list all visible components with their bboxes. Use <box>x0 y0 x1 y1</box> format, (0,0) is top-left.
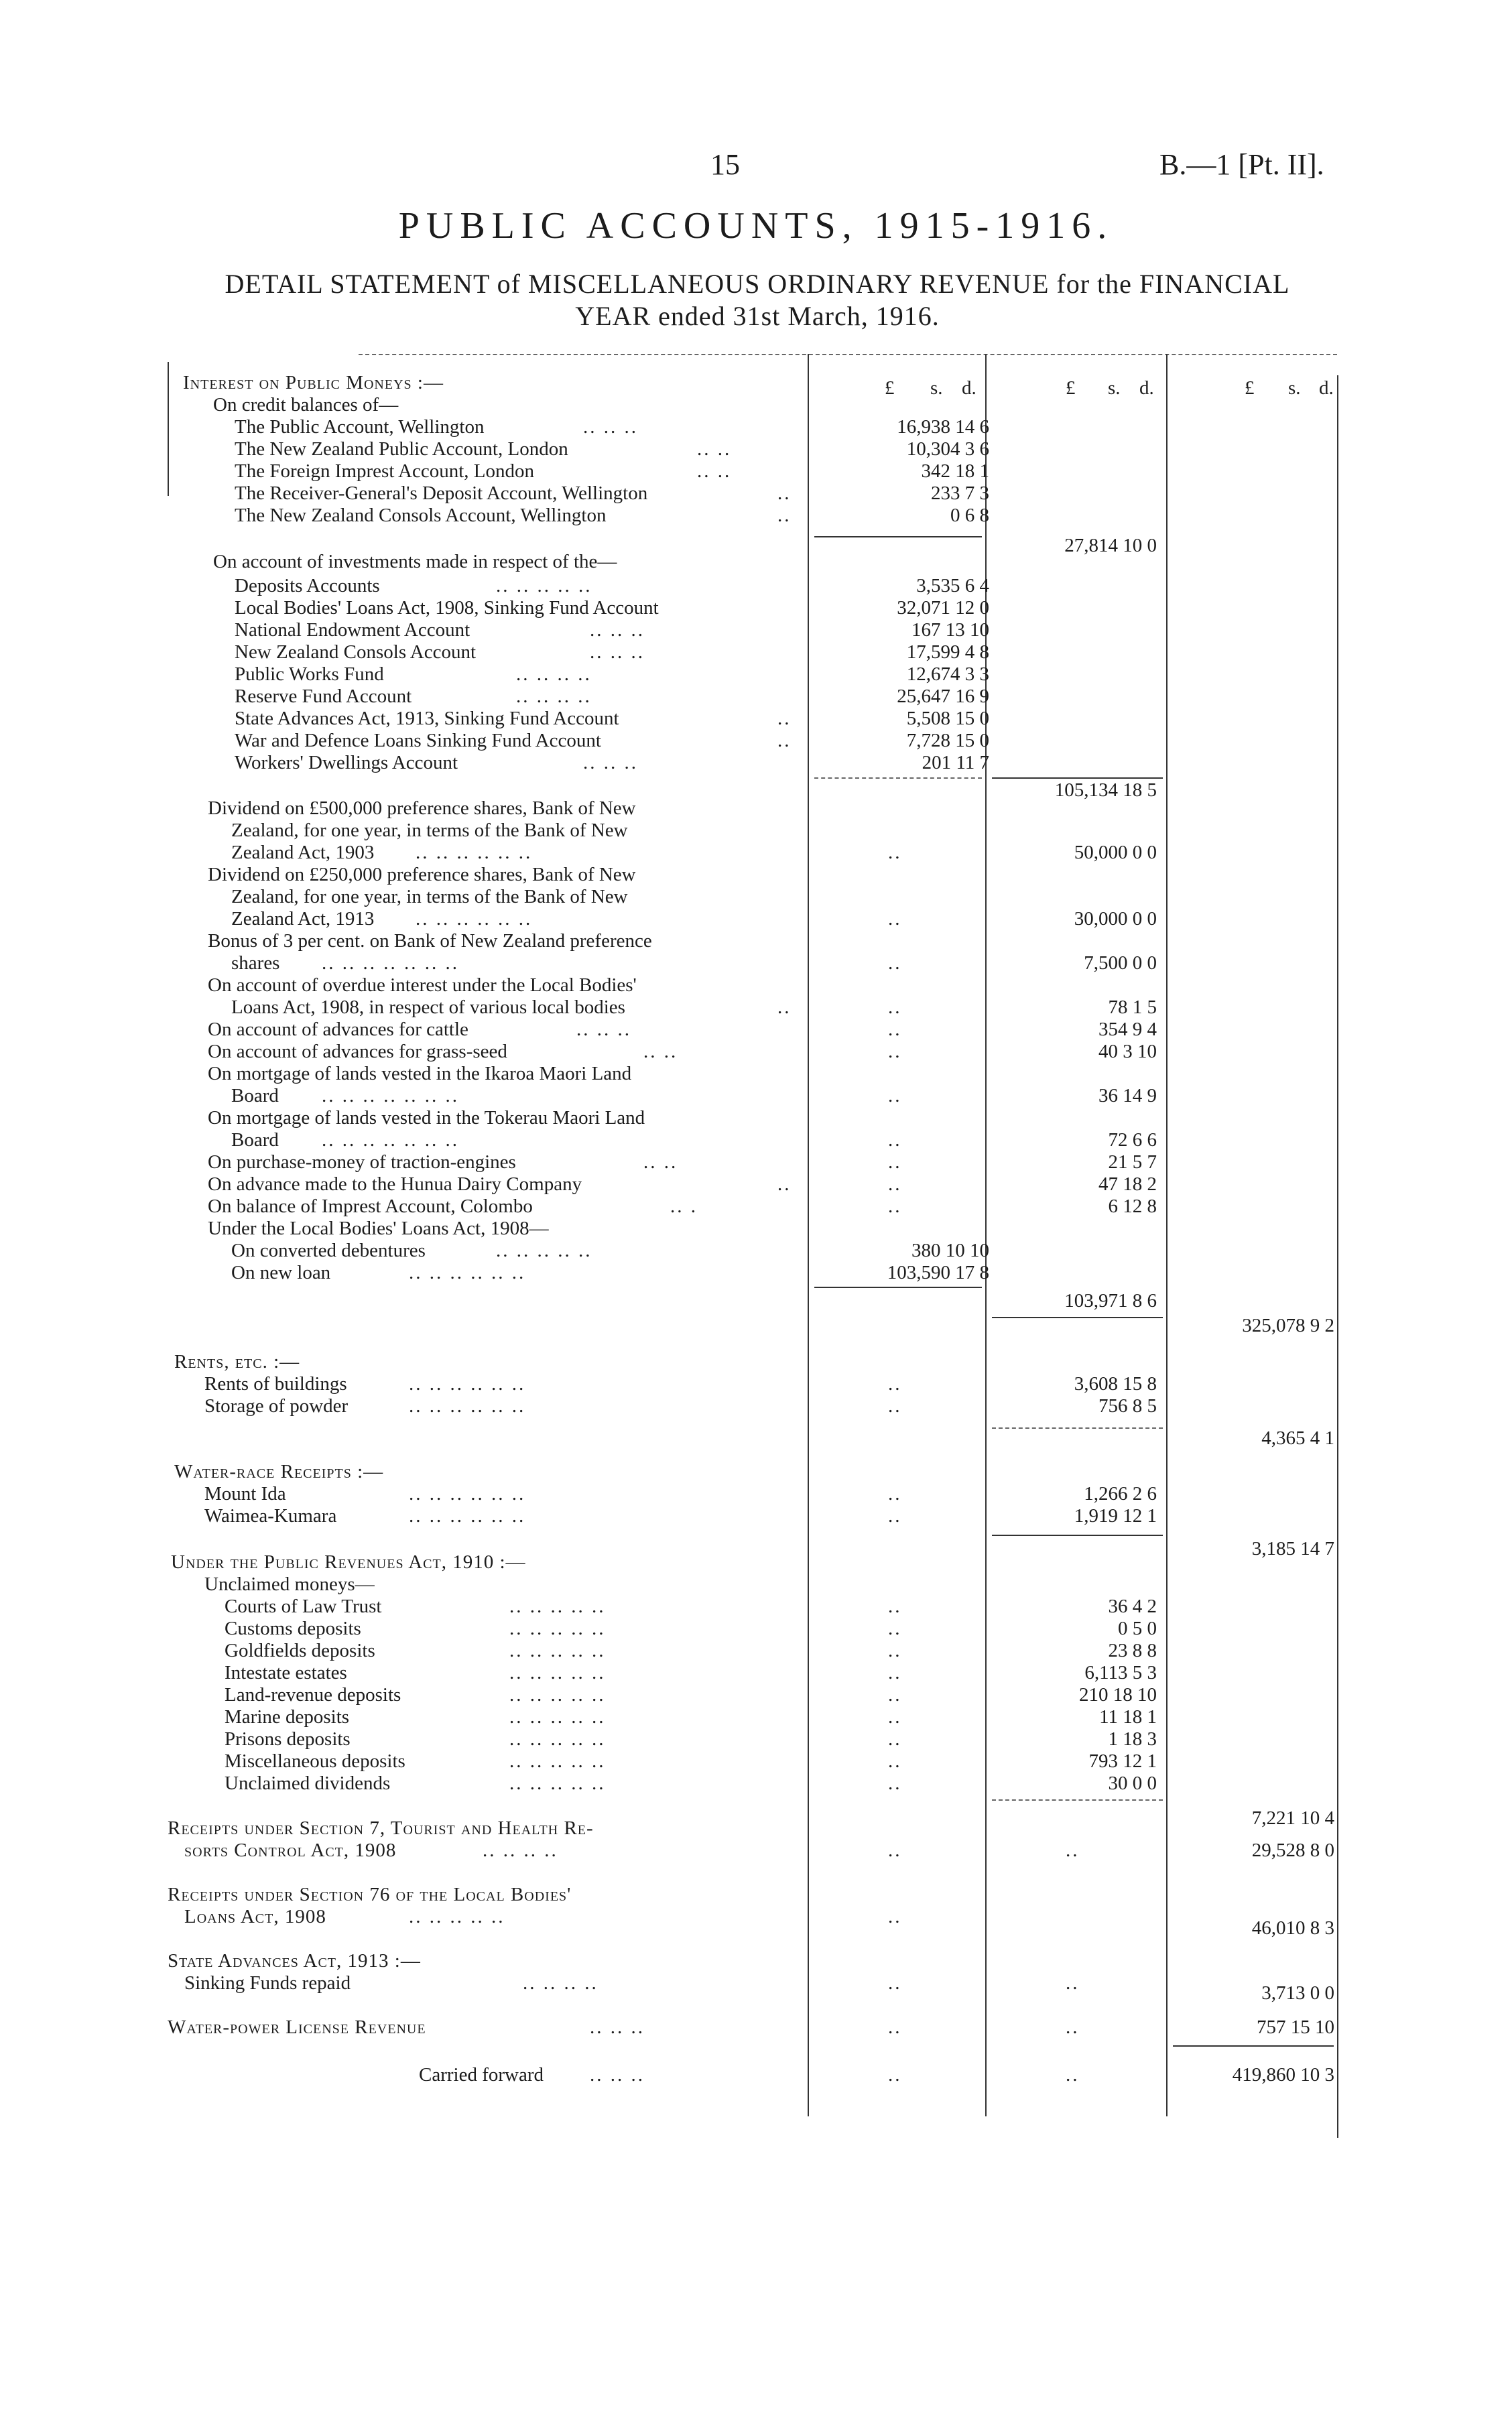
section-heading-row <box>0 1551 1512 1574</box>
row-label: National Endowment Account <box>235 619 470 641</box>
carried-forward-rule <box>1173 2045 1334 2047</box>
water-race-heading: Water-race Receipts :— <box>174 1461 384 1482</box>
water-power-amount: 757 15 10 <box>1257 2017 1334 2038</box>
table-row: Rents of buildings .. .. .. .. .. .. .. 3,608 15 8 <box>204 1373 1157 1395</box>
row-amount: 342 18 1 <box>921 460 989 482</box>
hunua-label: On advance made to the Hunua Dairy Company <box>208 1173 582 1195</box>
table-row: On purchase-money of traction-engines .. .. .. 21 5 7 <box>208 1151 1157 1173</box>
row-amount: 32,071 12 0 <box>897 597 989 619</box>
subtotal-row <box>0 1290 1512 1312</box>
row-amount: 36 4 2 <box>1108 1596 1157 1617</box>
table-row: Mount Ida .. .. .. .. .. .. .. 1,266 2 6 <box>204 1483 1157 1505</box>
table-row <box>0 930 1512 952</box>
cattle-label: On account of advances for cattle <box>208 1019 468 1040</box>
table-row: Public Works Fund .. .. .. .. 12,674 3 3 <box>235 663 989 685</box>
row-label: The New Zealand Public Account, London <box>235 438 568 460</box>
row-label: Marine deposits <box>225 1706 350 1728</box>
table-row: War and Defence Loans Sinking Fund Account .. 7,728 15 0 <box>235 730 989 751</box>
bonus-line1: Bonus of 3 per cent. on Bank of New Zealand preference <box>208 930 652 952</box>
row-amount: 233 7 3 <box>931 483 989 504</box>
row-label: Public Works Fund <box>235 663 384 685</box>
table-row <box>0 820 1512 842</box>
table-row: On balance of Imprest Account, Colombo .. . .. 6 12 8 <box>208 1196 1157 1217</box>
waimea-label: Waimea-Kumara <box>204 1505 337 1527</box>
col2-pound-header: £ <box>1066 377 1076 399</box>
total-row <box>0 1427 1512 1450</box>
powder-label: Storage of powder <box>204 1395 349 1417</box>
subheading-row <box>0 1574 1512 1596</box>
table-row: Marine deposits .. .. .. .. .. .. 11 18 1 <box>225 1706 1157 1728</box>
local-bodies-amount: 46,010 8 3 <box>1251 1917 1334 1939</box>
row-amount: 30 0 0 <box>1108 1773 1157 1794</box>
ida-amount: 1,266 2 6 <box>1084 1483 1157 1505</box>
tokerau-line1: On mortgage of lands vested in the Tokerau Maori Land <box>208 1107 645 1129</box>
document-reference: B.—1 [Pt. II]. <box>1159 148 1324 181</box>
water-power-label: Water-power License Revenue <box>168 2017 426 2038</box>
page-number: 15 <box>710 148 740 181</box>
local-bodies-line1: Receipts under Section 76 of the Local Bodies' <box>168 1884 572 1905</box>
subheading-row <box>0 551 1512 573</box>
cattle-amount: 354 9 4 <box>1098 1019 1157 1040</box>
table-row <box>0 974 1512 997</box>
newloan-amount: 103,590 17 8 <box>887 1262 989 1283</box>
row-amount: 1 18 3 <box>1108 1728 1157 1750</box>
hunua-amount: 47 18 2 <box>1098 1173 1157 1195</box>
investments-total: 105,134 18 5 <box>1054 779 1157 801</box>
dividend2-line1: Dividend on £250,000 preference shares, Bank of New <box>208 864 636 885</box>
interest-heading: Interest on Public Moneys :— <box>183 372 444 393</box>
row-label: New Zealand Consols Account <box>235 641 477 663</box>
table-row: Miscellaneous deposits .. .. .. .. .. .. 793 12 1 <box>225 1750 1157 1772</box>
tourist-line1: Receipts under Section 7, Tourist and Health Re- <box>168 1817 594 1839</box>
subtotal-rule-col2 <box>992 777 1163 779</box>
traction-label: On purchase-money of traction-engines <box>208 1151 516 1173</box>
page-subtitle <box>154 268 1361 332</box>
subtitle-line-1: DETAIL STATEMENT of MISCELLANEOUS ORDINARY REVENUE for the FINANCIAL <box>225 269 1290 299</box>
overdue-line2: Loans Act, 1908, in respect of various local bodies <box>231 997 625 1018</box>
table-row: Sinking Funds repaid .. .. .. .. .. .. 3,713 0 0 <box>184 1972 1334 2004</box>
dividend1-line2: Zealand, for one year, in terms of the Bank of New <box>231 820 628 841</box>
row-label: Courts of Law Trust <box>225 1596 382 1617</box>
row-label: Goldfields deposits <box>225 1640 375 1661</box>
tokerau-line2: Board <box>231 1129 279 1151</box>
table-row: The Foreign Imprest Account, London .. .. 342 18 1 <box>235 460 989 482</box>
dividend2-line2: Zealand, for one year, in terms of the Bank of New <box>231 886 628 907</box>
table-row <box>0 1107 1512 1129</box>
table-row: The Receiver-General's Deposit Account, Wellington .. 233 7 3 <box>235 483 989 504</box>
row-label: The New Zealand Consols Account, Wellington <box>235 505 607 526</box>
table-row: State Advances Act, 1913, Sinking Fund Account .. 5,508 15 0 <box>235 708 989 729</box>
total-row <box>0 1315 1512 1337</box>
section-heading-row <box>0 372 1512 394</box>
table-row: Deposits Accounts .. .. .. .. .. 3,535 6 4 <box>235 575 989 596</box>
lbla-total: 103,971 8 6 <box>1064 1290 1157 1312</box>
subtotal-rule-col1 <box>814 1287 982 1288</box>
row-label: State Advances Act, 1913, Sinking Fund Account <box>235 708 619 729</box>
table-row: Customs deposits .. .. .. .. .. .. 0 5 0 <box>225 1618 1157 1639</box>
powder-amount: 756 8 5 <box>1098 1395 1157 1417</box>
ikaroa-amount: 36 14 9 <box>1098 1085 1157 1106</box>
bonus-amount: 7,500 0 0 <box>1084 952 1157 974</box>
page-title: PUBLIC ACCOUNTS, 1915-1916. <box>398 205 1114 247</box>
subtitle-line-2: YEAR ended 31st March, 1916. <box>575 301 940 331</box>
table-row: shares .. .. .. .. .. .. .. .. 7,500 0 0 <box>231 952 1157 974</box>
section-heading-row <box>0 1351 1512 1373</box>
row-label: Customs deposits <box>225 1618 361 1639</box>
table-row: Waimea-Kumara .. .. .. .. .. .. .. 1,919 12 1 <box>204 1505 1157 1527</box>
row-amount: 5,508 15 0 <box>906 708 989 729</box>
row-amount: 12,674 3 3 <box>906 663 989 685</box>
table-row: Prisons deposits .. .. .. .. .. .. 1 18 3 <box>225 1728 1157 1750</box>
credit-total: 27,814 10 0 <box>1064 535 1157 556</box>
buildings-amount: 3,608 15 8 <box>1074 1373 1157 1395</box>
waimea-amount: 1,919 12 1 <box>1074 1505 1157 1527</box>
row-amount: 25,647 16 9 <box>897 686 989 707</box>
revenues-act-heading: Under the Public Revenues Act, 1910 :— <box>171 1551 526 1573</box>
row-amount: 7,728 15 0 <box>906 730 989 751</box>
row-amount: 16,938 14 6 <box>897 416 989 438</box>
row-label: Land-revenue deposits <box>225 1684 401 1706</box>
table-row: Workers' Dwellings Account .. .. .. 201 11 7 <box>235 752 989 773</box>
row-amount: 11 18 1 <box>1099 1706 1157 1728</box>
row-label: War and Defence Loans Sinking Fund Account <box>235 730 601 751</box>
row-amount: 0 6 8 <box>950 505 989 526</box>
row-amount: 210 18 10 <box>1079 1684 1157 1706</box>
table-row: Loans Act, 1908, in respect of various local bodies .. .. 78 1 5 <box>231 997 1157 1018</box>
row-label: Prisons deposits <box>225 1728 351 1750</box>
carried-forward-row: Carried forward .. .. .. .. .. 419,860 10 3 <box>419 2064 1334 2086</box>
colombo-label: On balance of Imprest Account, Colombo <box>208 1196 533 1217</box>
subtotal-rule <box>814 777 982 779</box>
ikaroa-line1: On mortgage of lands vested in the Ikaroa Maori Land <box>208 1063 632 1084</box>
sinking-funds-label: Sinking Funds repaid <box>184 1972 351 1994</box>
subtotal-rule <box>992 1799 1163 1801</box>
water-race-total: 3,185 14 7 <box>1251 1538 1334 1559</box>
row-amount: 201 11 7 <box>922 752 989 773</box>
table-row <box>0 886 1512 908</box>
subheading-row <box>0 394 1512 416</box>
row-amount: 793 12 1 <box>1088 1750 1157 1772</box>
table-row: The New Zealand Public Account, London .. .. 10,304 3 6 <box>235 438 989 460</box>
tourist-line2: sorts Control Act, 1908 <box>184 1840 397 1861</box>
table-top-rule <box>359 354 1337 355</box>
table-row: Goldfields deposits .. .. .. .. .. .. 23 8 8 <box>225 1640 1157 1661</box>
table-row: Land-revenue deposits .. .. .. .. .. .. 210 18 10 <box>225 1684 1157 1706</box>
table-row: Board .. .. .. .. .. .. .. .. 36 14 9 <box>231 1085 1157 1106</box>
row-amount: 10,304 3 6 <box>906 438 989 460</box>
col3-shilling-header: s. <box>1288 377 1301 399</box>
row-amount: 17,599 4 8 <box>906 641 989 663</box>
col1-pence-header: d. <box>962 377 976 399</box>
table-row: On account of advances for grass-seed .. .. .. 40 3 10 <box>208 1041 1157 1062</box>
row-amount: 0 5 0 <box>1118 1618 1157 1639</box>
grass-amount: 40 3 10 <box>1098 1041 1157 1062</box>
table-row: Courts of Law Trust .. .. .. .. .. .. 36 4 2 <box>225 1596 1157 1617</box>
row-label: Miscellaneous deposits <box>225 1750 405 1772</box>
row-label: Unclaimed dividends <box>225 1773 391 1794</box>
row-label: The Receiver-General's Deposit Account, Wellington <box>235 483 648 504</box>
col3-pound-header: £ <box>1245 377 1255 399</box>
table-row: The Public Account, Wellington .. .. .. 16,938 14 6 <box>235 416 989 438</box>
table-row: On advance made to the Hunua Dairy Company .. .. 47 18 2 <box>208 1173 1157 1195</box>
colombo-amount: 6 12 8 <box>1108 1196 1157 1217</box>
table-row: Intestate estates .. .. .. .. .. .. 6,113 5 3 <box>225 1662 1157 1683</box>
row-label: The Foreign Imprest Account, London <box>235 460 534 482</box>
state-advances-heading: State Advances Act, 1913 :— <box>168 1950 421 1972</box>
ikaroa-line2: Board <box>231 1085 279 1106</box>
buildings-label: Rents of buildings <box>204 1373 347 1395</box>
row-label: Reserve Fund Account <box>235 686 412 707</box>
rents-total: 4,365 4 1 <box>1261 1427 1334 1449</box>
table-row: On converted debentures .. .. .. .. .. 380 10 10 <box>231 1240 989 1261</box>
sinking-funds-amount: 3,713 0 0 <box>1261 1982 1334 2004</box>
bonus-line2: shares <box>231 952 280 974</box>
table-row: Water-power License Revenue .. .. .. .. .. 757 15 10 <box>168 2017 1334 2038</box>
table-row <box>0 864 1512 886</box>
table-row <box>0 1817 1512 1840</box>
row-amount: 23 8 8 <box>1108 1640 1157 1661</box>
section-heading-row <box>0 1461 1512 1483</box>
lbla-heading: Under the Local Bodies' Loans Act, 1908— <box>208 1218 549 1239</box>
row-label: Intestate estates <box>225 1662 347 1683</box>
rents-heading: Rents, etc. :— <box>174 1351 300 1372</box>
carried-forward-amount: 419,860 10 3 <box>1232 2064 1334 2086</box>
row-amount: 167 13 10 <box>911 619 989 641</box>
row-label: Workers' Dwellings Account <box>235 752 458 773</box>
table-row: The New Zealand Consols Account, Wellington .. 0 6 8 <box>235 505 989 526</box>
dividend1-amount: 50,000 0 0 <box>1074 842 1157 863</box>
credit-heading: On credit balances of— <box>213 394 399 415</box>
col2-shilling-header: s. <box>1108 377 1121 399</box>
row-amount: 6,113 5 3 <box>1084 1662 1157 1683</box>
newloan-label: On new loan <box>231 1262 331 1283</box>
table-row <box>0 797 1512 820</box>
table-row: Zealand Act, 1903 .. .. .. .. .. .. .. 50,000 0 0 <box>231 842 1157 863</box>
tokerau-amount: 72 6 6 <box>1108 1129 1157 1151</box>
table-row <box>0 597 1512 619</box>
section-heading-row <box>0 1950 1512 1972</box>
converted-amount: 380 10 10 <box>911 1240 989 1261</box>
carried-forward-label: Carried forward <box>419 2064 544 2086</box>
table-row: Unclaimed dividends .. .. .. .. .. .. 30 0 0 <box>225 1773 1157 1794</box>
converted-label: On converted debentures <box>231 1240 426 1261</box>
table-row: sorts Control Act, 1908 .. .. .. .. .. .. 29,528 8 0 <box>184 1840 1334 1861</box>
table-row: On account of advances for cattle .. .. .. .. 354 9 4 <box>208 1019 1157 1040</box>
dividend1-line3: Zealand Act, 1903 <box>231 842 375 863</box>
unclaimed-heading: Unclaimed moneys— <box>204 1574 375 1595</box>
table-row: National Endowment Account .. .. .. 167 13 10 <box>235 619 989 641</box>
row-label: The Public Account, Wellington <box>235 416 485 438</box>
table-row <box>0 1063 1512 1085</box>
dividend2-amount: 30,000 0 0 <box>1074 908 1157 930</box>
col2-pence-header: d. <box>1139 377 1154 399</box>
local-bodies-line2: Loans Act, 1908 <box>184 1906 326 1927</box>
col3-pence-header: d. <box>1319 377 1334 399</box>
table-row: Loans Act, 1908 .. .. .. .. .. .. 46,010 8 3 <box>184 1906 1334 1939</box>
overdue-amount: 78 1 5 <box>1108 997 1157 1018</box>
table-row: Storage of powder .. .. .. .. .. .. .. 756 8 5 <box>204 1395 1157 1417</box>
col1-shilling-header: s. <box>930 377 943 399</box>
row-amount: 3,535 6 4 <box>916 575 989 596</box>
table-row: Zealand Act, 1913 .. .. .. .. .. .. .. 30,000 0 0 <box>231 908 1157 930</box>
dividend2-line3: Zealand Act, 1913 <box>231 908 375 930</box>
subheading-row <box>0 1218 1512 1240</box>
subtotal-rule <box>992 1535 1163 1536</box>
table-row <box>0 1884 1512 1906</box>
row-label: Local Bodies' Loans Act, 1908, Sinking Fund Account <box>235 597 659 619</box>
row-label: Deposits Accounts <box>235 575 380 596</box>
revenues-act-total: 7,221 10 4 <box>1251 1807 1334 1829</box>
overdue-line1: On account of overdue interest under the Local Bodies' <box>208 974 637 996</box>
grass-label: On account of advances for grass-seed <box>208 1041 507 1062</box>
traction-amount: 21 5 7 <box>1108 1151 1157 1173</box>
tourist-amount: 29,528 8 0 <box>1251 1840 1334 1861</box>
table-row: New Zealand Consols Account .. .. .. 17,599 4 8 <box>235 641 989 663</box>
investments-heading: On account of investments made in respect of the— <box>213 551 617 572</box>
interest-grand-total: 325,078 9 2 <box>1242 1315 1334 1336</box>
dividend1-line1: Dividend on £500,000 preference shares, Bank of New <box>208 797 636 819</box>
table-row: On new loan .. .. .. .. .. .. 103,590 17 8 <box>231 1262 989 1283</box>
table-row: Board .. .. .. .. .. .. .. .. 72 6 6 <box>231 1129 1157 1151</box>
col1-pound-header: £ <box>885 377 895 399</box>
table-row: Reserve Fund Account .. .. .. .. 25,647 16 9 <box>235 686 989 707</box>
ida-label: Mount Ida <box>204 1483 286 1505</box>
